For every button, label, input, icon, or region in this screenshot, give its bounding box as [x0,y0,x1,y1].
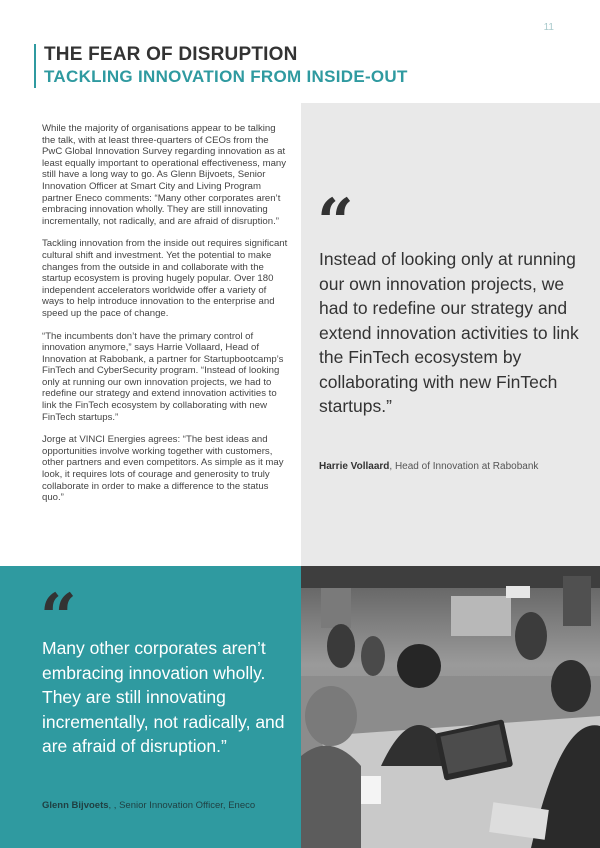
body-text-column [42,123,288,515]
pull-quote-attribution [319,461,538,472]
teal-quote-attribution [42,800,255,811]
attribution-role: , Head of Innovation at Rabobank [389,461,539,472]
event-photo [301,566,600,848]
body-paragraph: Tackling innovation from the inside out requires significant cultural shift and investment. Yet the potential to make changes from the outside in and collaborate with the startup ecosystem is proving hugely popular. Over 180 independent accelerators worldwide offer a variety of ways to help introduce innovation to the enterprise and speed up the pace of change. [42,238,288,319]
attribution-name: Glenn Bijvoets [42,800,109,811]
body-paragraph: “The incumbents don’t have the primary control of innovation anymore,” says Harrie Vollaard, Head of Innovation at Rabobank, a partner for Startupbootcamp’s FinTech and CyberSecurity program. “Instead of looking only at running our own innovation projects, we had to redefine our strategy and extend innovation activities to link the FinTech ecosystem by collaborating with new FinTech startups.” [42,330,284,423]
title-block [34,44,408,88]
page-title: THE FEAR OF DISRUPTION [44,44,298,65]
body-paragraph: While the majority of organisations appear to be talking the talk, with at least three-quarters of CEOs from the PwC Global Innovation Survey regarding innovation as at least equally important to operational effectiveness, many still have a long way to go. As Glenn Bijvoets, Senior Innovation Officer at Smart City and Living Program partner Eneco comments: “Many other corporates aren’t embracing innovation wholly. They are still innovating incrementally, not radically, and are afraid of disruption.” [42,123,287,227]
body-paragraph: Jorge at VINCI Energies agrees: “The best ideas and opportunities involve working together with customers, other partners and even competitors. As simple as it may look, it requires lots of courage and generosity to truly collaborate in order to make a difference to the status quo.” [42,434,284,504]
attribution-name: Harrie Vollaard [319,461,390,472]
teal-quote-panel [0,566,301,848]
event-photo-illustration [301,566,600,848]
quote-mark-icon: “ [317,185,354,260]
attribution-role: , , Senior Innovation Officer, Eneco [108,800,256,811]
pull-quote-box [301,103,600,566]
quote-mark-icon: “ [40,580,77,655]
page-number: 11 [543,22,554,33]
pull-quote-text: Instead of looking only at running our own innovation projects, we had to redefine our strategy and extend innovation activities to link the FinTech ecosystem by collaborating with new FinTech startups.” [319,249,579,416]
teal-quote-text: Many other corporates aren’t embracing innovation wholly. They are still innovating incrementally, not radically, and are afraid of disruption.” [42,638,285,756]
page-subtitle: TACKLING INNOVATION FROM INSIDE-OUT [44,67,408,86]
